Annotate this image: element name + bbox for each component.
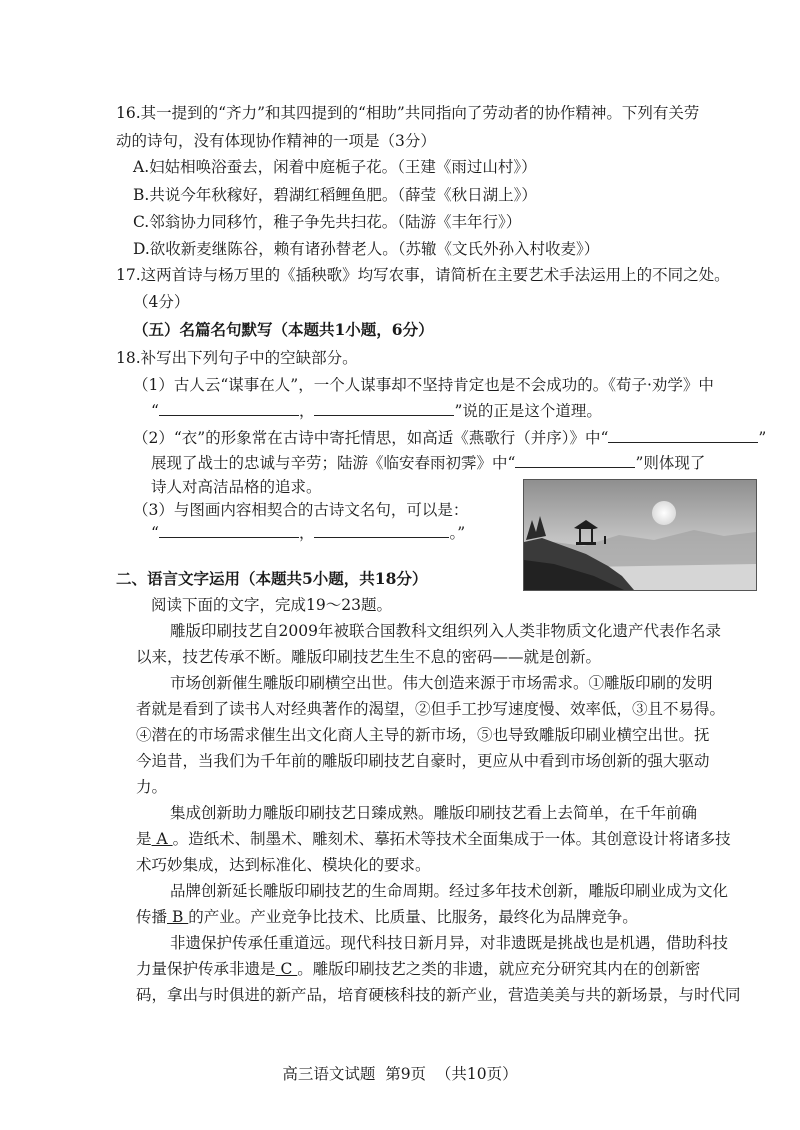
q18-part3-line1: （3）与图画内容相契合的古诗文名句，可以是： bbox=[133, 501, 469, 519]
passage-para1-line2: 以来，技艺传承不断。雕版印刷技艺生生不息的密码——就是创新。 bbox=[136, 648, 602, 666]
moon-pavilion-painting bbox=[523, 479, 757, 591]
blank-c: C bbox=[275, 960, 298, 978]
section2-title: 二、语言文字运用（本题共5小题，共18分） bbox=[116, 569, 428, 588]
passage-para2-line1: 市场创新催生雕版印刷横空出世。伟大创造来源于市场需求。①雕版印刷的发明 bbox=[170, 674, 713, 692]
q18-part2-line2 bbox=[151, 452, 705, 474]
part2-text-end: ”则体现了 bbox=[635, 454, 706, 472]
q16-stem-line1: 16.其一提到的“齐力”和其四提到的“相助”共同指向了劳动者的协作精神。下列有关劳 bbox=[116, 104, 700, 122]
passage-para2-line2: 者就是看到了读书人对经典著作的渴望，②但手工抄写速度慢、效率低，③且不易得。 bbox=[136, 700, 726, 718]
answer-blank[interactable] bbox=[314, 400, 454, 416]
q16-stem-line2: 动的诗句，没有体现协作精神的一项是（3分） bbox=[116, 132, 436, 150]
passage-text: 。造纸术、制墨术、雕刻术、摹拓术等技术全面集成于一体。其创意设计将诸多技 bbox=[172, 830, 731, 848]
painting-svg bbox=[524, 480, 756, 590]
q16-option-a: A.妇姑相唤浴蚕去，闲着中庭栀子花。（王建《雨过山村》） bbox=[133, 158, 537, 176]
q18-stem: 18.补写出下列句子中的空缺部分。 bbox=[116, 349, 358, 367]
passage-para3-line2 bbox=[136, 828, 731, 850]
quote-close: ” bbox=[758, 429, 767, 447]
q18-part1-line1: （1）古人云“谋事在人”，一个人谋事却不坚持肯定也是不会成功的。《荀子·劝学》中 bbox=[133, 376, 714, 394]
passage-para5-line3: 码，拿出与时俱进的新产品，培育硬核科技的新产业，营造美美与共的新场景，与时代同 bbox=[136, 986, 741, 1004]
passage-text: 传播 bbox=[136, 908, 168, 926]
q18-part3-line2 bbox=[151, 522, 465, 544]
passage-para3-line1: 集成创新助力雕版印刷技艺日臻成熟。雕版印刷技艺看上去简单，在千年前确 bbox=[170, 804, 698, 822]
passage-para1-line1: 雕版印刷技艺自2009年被联合国教科文组织列入人类非物质文化遗产代表作名录 bbox=[170, 622, 721, 640]
pavilion-base bbox=[576, 542, 596, 545]
passage-para2-line5: 力。 bbox=[136, 778, 168, 796]
blank-a: A bbox=[151, 830, 173, 848]
answer-blank[interactable] bbox=[515, 452, 635, 468]
quote-open: “ bbox=[151, 402, 159, 420]
passage-para2-line3: ④潜在的市场需求催生出文化商人主导的新市场，⑤也导致雕版印刷业横空出世。抚 bbox=[136, 726, 710, 744]
moon bbox=[652, 501, 676, 525]
q16-option-d: D.欲收新麦继陈谷，赖有诸孙替老人。（苏辙《文氏外孙入村收麦》） bbox=[133, 240, 600, 258]
q16-option-b: B.共说今年秋稼好，碧湖红稻鲤鱼肥。（薛莹《秋日湖上》） bbox=[133, 186, 537, 204]
answer-blank[interactable] bbox=[608, 427, 758, 443]
page-footer: 高三语文试题 第9页 （共10页） bbox=[282, 1065, 518, 1083]
answer-blank[interactable] bbox=[159, 522, 299, 538]
passage-para3-line3: 术巧妙集成，达到标准化、模块化的要求。 bbox=[136, 856, 431, 874]
quote-open: “ bbox=[151, 524, 159, 542]
q16-option-c: C.邻翁协力同移竹，稚子争先共扫花。（陆游《丰年行》） bbox=[133, 213, 522, 231]
part2-text: 展现了战士的忠诚与辛劳；陆游《临安春雨初霁》中“ bbox=[151, 454, 516, 472]
passage-para4-line2 bbox=[136, 906, 638, 928]
q18-part2-line1 bbox=[133, 427, 766, 449]
pavilion-post-left bbox=[579, 529, 581, 543]
figure bbox=[604, 536, 606, 544]
passage-text: 力量保护传承非遗是 bbox=[136, 960, 276, 978]
q17-stem-line2: （4分） bbox=[133, 293, 190, 311]
passage-text: 的产业。产业竞争比技术、比质量、比服务，最终化为品牌竞争。 bbox=[188, 908, 638, 926]
reading-intro: 阅读下面的文字，完成19～23题。 bbox=[151, 596, 392, 614]
part2-text: （2）“衣”的形象常在古诗中寄托情思，如高适《燕歌行（并序）》中“ bbox=[133, 429, 609, 447]
blank-b: B bbox=[167, 908, 189, 926]
answer-blank[interactable] bbox=[314, 522, 449, 538]
passage-para5-line1: 非遗保护传承任重道远。现代科技日新月异，对非遗既是挑战也是机遇，借助科技 bbox=[170, 934, 729, 952]
q18-part2-line3: 诗人对高洁品格的追求。 bbox=[151, 478, 322, 496]
comma: ， bbox=[298, 402, 315, 420]
passage-para2-line4: 今追昔，当我们为千年前的雕版印刷技艺自豪时，更应从中看到市场创新的强大驱动 bbox=[136, 752, 710, 770]
q17-stem-line1: 17.这两首诗与杨万里的《插秧歌》均写农事，请简析在主要艺术手法运用上的不同之处。 bbox=[116, 266, 730, 284]
section5-title: （五）名篇名句默写（本题共1小题，6分） bbox=[133, 320, 434, 339]
passage-para5-line2 bbox=[136, 958, 700, 980]
pavilion-post-right bbox=[591, 529, 593, 543]
quote-close-text: ”说的正是这个道理。 bbox=[454, 402, 602, 420]
passage-text: 是 bbox=[136, 830, 152, 848]
quote-close-period: 。” bbox=[449, 524, 466, 542]
comma: ， bbox=[298, 524, 315, 542]
answer-blank[interactable] bbox=[159, 400, 299, 416]
passage-para4-line1: 品牌创新延长雕版印刷技艺的生命周期。经过多年技术创新，雕版印刷业成为文化 bbox=[170, 882, 729, 900]
q18-part1-line2 bbox=[151, 400, 602, 422]
passage-text: 。雕版印刷技艺之类的非遗，就应充分研究其内在的创新密 bbox=[297, 960, 701, 978]
